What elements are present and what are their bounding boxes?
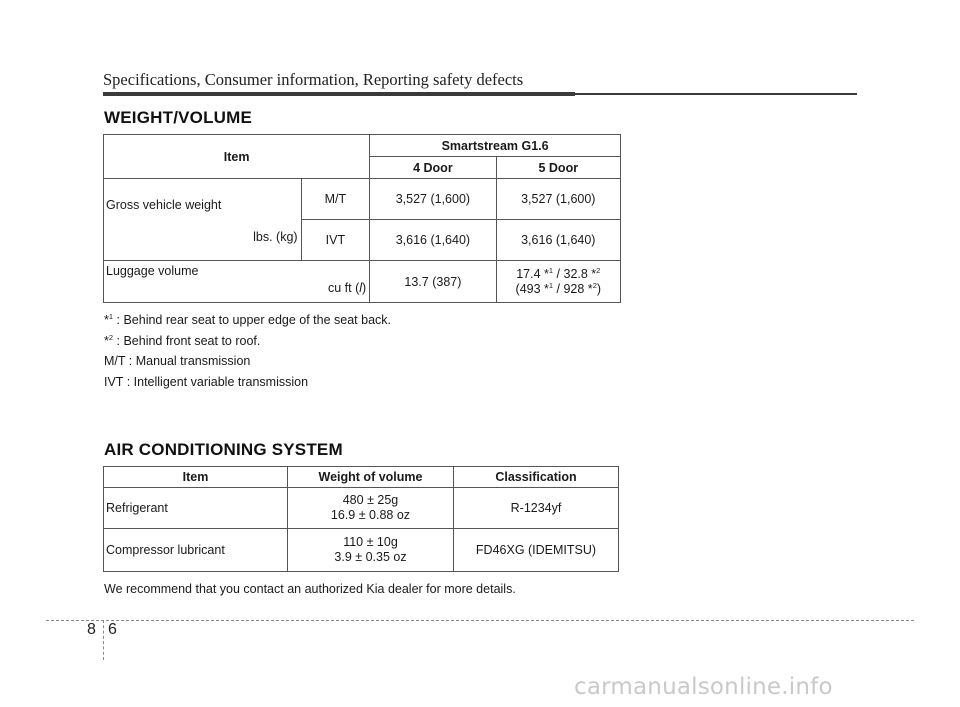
note-mt: M/T : Manual transmission <box>104 354 251 368</box>
l5-l2b-sup: 2 <box>592 280 597 290</box>
ac-class-refrigerant: R-1234yf <box>454 488 619 529</box>
luggage-unit-text: cu ft ( <box>328 281 360 295</box>
header-engine: Smartstream G1.6 <box>370 135 621 157</box>
ac-weight-compressor <box>288 529 454 572</box>
gross-weight-cell <box>104 179 302 261</box>
l5-l1b: / 32.8 * <box>553 266 597 281</box>
luggage-5door-line1 <box>497 267 620 282</box>
footnote-2 <box>104 331 391 352</box>
footnote-mark: * <box>104 333 109 348</box>
luggage-unit <box>328 281 366 295</box>
weight-volume-table <box>103 134 621 303</box>
luggage-label: Luggage volume <box>106 264 199 278</box>
weight-volume-title: WEIGHT/VOLUME <box>104 108 253 127</box>
footer-dashed-divider <box>103 620 104 660</box>
page-number-section: 8 <box>87 621 96 638</box>
ac-item-compressor: Compressor lubricant <box>104 529 288 572</box>
gross-5door-ivt: 3,616 (1,640) <box>496 220 620 261</box>
ac-item-refrigerant: Refrigerant <box>104 488 288 529</box>
header-rule-thin <box>575 93 857 95</box>
l5-l1b-sup: 2 <box>596 265 601 275</box>
gross-weight-unit: lbs. (kg) <box>253 230 298 244</box>
footnote-sup: 1 <box>108 311 114 321</box>
page-number-page: 6 <box>108 621 117 638</box>
l5-l2a: (493 * <box>515 281 549 296</box>
ac-header-weight: Weight of volume <box>288 467 454 488</box>
table-row <box>104 467 619 488</box>
table-row <box>104 135 621 157</box>
header-4door: 4 Door <box>370 157 496 179</box>
footnote-1 <box>104 310 391 331</box>
ac-weight-oz: 16.9 ± 0.88 oz <box>330 508 411 522</box>
watermark: carmanualsonline.info <box>574 674 833 700</box>
footer-dashed-rule <box>46 620 914 621</box>
footnote-text: : Behind rear seat to upper edge of the seat back. <box>113 313 392 327</box>
l5-l2c: ) <box>596 281 602 296</box>
air-conditioning-table <box>103 466 619 572</box>
gross-5door-mt: 3,527 (1,600) <box>496 179 620 220</box>
footnote-sup: 2 <box>108 332 114 342</box>
gross-4door-mt: 3,527 (1,600) <box>370 179 496 220</box>
footnote-text: : Behind front seat to roof. <box>113 333 261 348</box>
l5-l1a-sup: 1 <box>548 265 554 275</box>
note-ivt: IVT : Intelligent variable transmission <box>104 374 309 389</box>
gross-4door-ivt: 3,616 (1,640) <box>370 220 496 261</box>
luggage-5door-line2 <box>497 282 620 297</box>
ac-header-item: Item <box>104 467 288 488</box>
luggage-cell <box>104 261 370 303</box>
luggage-unit-l: l <box>359 281 363 295</box>
ac-header-classification: Classification <box>454 467 619 488</box>
luggage-5door <box>496 261 620 303</box>
l5-l2b: / 928 * <box>553 281 593 296</box>
table-row <box>104 488 619 529</box>
table-row <box>104 529 619 572</box>
page-header-title: Specifications, Consumer information, Reporting safety defects <box>103 70 524 89</box>
footnotes <box>104 310 391 392</box>
ac-weight-g: 480 ± 25g <box>342 493 399 507</box>
table-row <box>104 261 621 303</box>
luggage-unit-close: ) <box>362 281 367 295</box>
gross-weight-label: Gross vehicle weight <box>106 198 222 212</box>
table-row <box>104 179 621 220</box>
trans-mt: M/T <box>301 179 370 220</box>
air-conditioning-title: AIR CONDITIONING SYSTEM <box>104 440 343 459</box>
l5-l2a-sup: 1 <box>548 280 554 290</box>
header-item: Item <box>104 135 370 179</box>
header-rule-thick <box>103 92 575 96</box>
ac-weight-refrigerant <box>288 488 454 529</box>
luggage-4door: 13.7 (387) <box>370 261 496 303</box>
ac-weight-g: 110 ± 10g <box>343 535 398 549</box>
header-rule <box>103 92 857 96</box>
trans-ivt: IVT <box>301 220 370 261</box>
dealer-note: We recommend that you contact an authorized Kia dealer for more details. <box>104 582 516 596</box>
footnote-mark: * <box>104 313 109 327</box>
ac-class-compressor: FD46XG (IDEMITSU) <box>454 529 619 572</box>
ac-weight-oz: 3.9 ± 0.35 oz <box>334 550 407 564</box>
l5-l1a: 17.4 * <box>516 266 549 281</box>
header-5door: 5 Door <box>496 157 620 179</box>
